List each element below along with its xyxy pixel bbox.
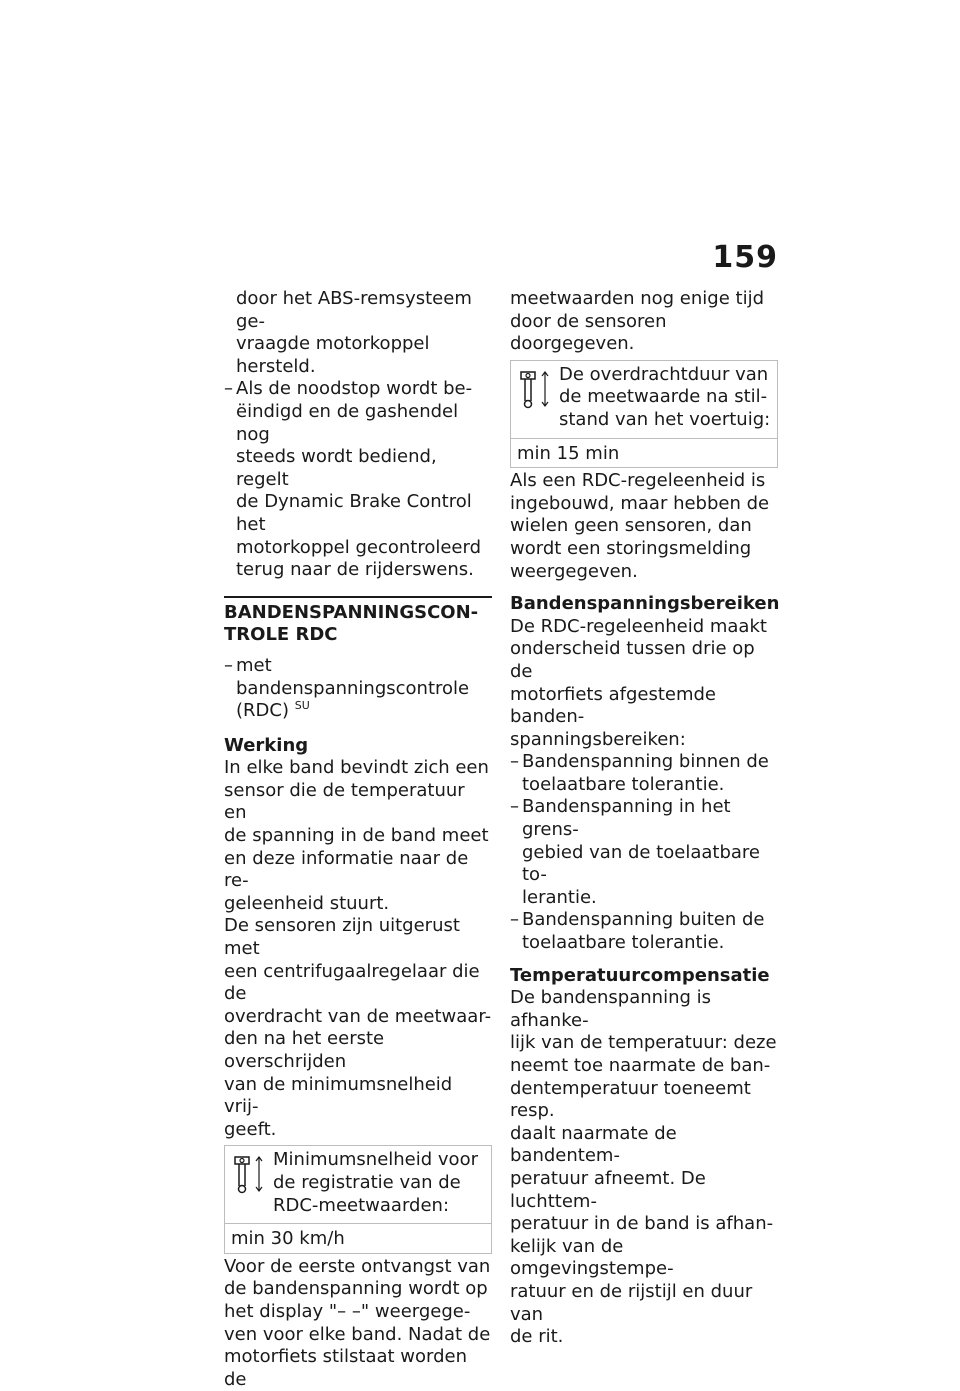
text-line: een centrifugaalregelaar die de: [224, 960, 480, 1005]
text-line: met bandenspanningscontrole: [236, 654, 470, 699]
intro-paragraph: [224, 288, 492, 378]
text-line: In elke band bevindt zich een: [224, 757, 489, 779]
text-line: de spanning in de band meet: [224, 825, 489, 847]
text-line: daalt naarmate de bandentem-: [510, 1122, 677, 1167]
text-line: De overdrachtduur van: [559, 363, 769, 385]
spec-box-min-speed: [224, 1145, 492, 1253]
text-line: de Dynamic Brake Control het: [236, 491, 472, 535]
text-line: de registratie van de: [273, 1171, 461, 1193]
text-line: kelijk van de omgevingstempe-: [510, 1235, 674, 1280]
ranges-intro: [510, 616, 778, 752]
text-line: peratuur in de band is afhan-: [510, 1213, 774, 1235]
text-line: lijk van de temperatuur: deze: [510, 1032, 777, 1054]
text-line: gebied van de toelaatbare to-: [522, 841, 760, 886]
spec-box-transfer-duration: [510, 360, 778, 468]
text-line: de rit.: [510, 1326, 564, 1348]
werking-paragraph-1: [224, 757, 492, 915]
text-line: neemt toe naarmate de ban-: [510, 1055, 771, 1076]
text-line: geeft.: [224, 1118, 277, 1140]
ranges-heading: Bandenspanningsbereiken: [510, 593, 780, 615]
text-line: meetwaarden nog enige tijd: [510, 288, 764, 309]
text-line: Bandenspanning binnen de: [522, 751, 769, 773]
text-line: Bandenspanning buiten de: [522, 909, 765, 931]
list-item: [510, 796, 778, 909]
dash-bullet: –: [510, 909, 519, 931]
section-heading: [224, 596, 492, 647]
text-line: dentemperatuur toeneemt resp.: [510, 1077, 751, 1122]
text-line: door de sensoren doorgegeven.: [510, 310, 667, 355]
temp-heading: Temperatuurcompensatie: [510, 964, 770, 986]
spec-value: min 30 km/h: [225, 1223, 491, 1253]
text-line: door het ABS-remsysteem ge-: [236, 288, 472, 332]
text-line: Bandenspanning in het grens-: [522, 796, 731, 841]
text-line: ven voor elke band. Nadat de: [224, 1323, 491, 1345]
text-line: de bandenspanning wordt op: [224, 1278, 488, 1300]
text-line: wielen geen sensoren, dan: [510, 515, 752, 537]
text-line: stand van het voertuig:: [559, 408, 771, 430]
spec-description: [511, 361, 777, 438]
page-number: 159: [712, 240, 778, 275]
tire-gauge-icon: [517, 368, 553, 410]
dash-bullet: –: [224, 654, 233, 676]
text-line: Als de noodstop wordt be-: [236, 378, 473, 400]
text-line: van de minimumsnelheid vrij-: [224, 1073, 453, 1118]
right-column: [510, 288, 778, 1349]
option-item-rdc: [224, 655, 492, 723]
text-line: Voor de eerste ontvangst van: [224, 1255, 491, 1277]
list-item: [510, 751, 778, 796]
text-line: geleenheid stuurt.: [224, 892, 390, 914]
dash-bullet: –: [224, 378, 233, 400]
text-line: ingebouwd, maar hebben de: [510, 492, 770, 514]
spec-description: [225, 1146, 491, 1223]
tire-gauge-icon: [231, 1153, 267, 1195]
list-item: [510, 909, 778, 954]
text-line: vraagde motorkoppel hersteld.: [236, 333, 430, 377]
text-line: Als een RDC-regeleenheid is: [510, 470, 766, 492]
text-line: Minimumsnelheid voor: [273, 1149, 478, 1171]
after-spec-paragraph: [510, 470, 778, 583]
text-line: ratuur en de rijstijl en duur van: [510, 1280, 753, 1325]
text-line: De sensoren zijn uitgerust met: [224, 915, 460, 960]
text-line: motorfiets stilstaat worden de: [224, 1346, 468, 1390]
text-line: toelaatbare tolerantie.: [522, 932, 725, 954]
temp-paragraph: [510, 987, 778, 1349]
text-line: toelaatbare tolerantie.: [522, 773, 725, 795]
text-line: terug naar de rijderswens.: [236, 559, 474, 581]
text-line: RDC-meetwaarden:: [273, 1194, 450, 1216]
text-line: ëindigd en de gashendel nog: [236, 400, 459, 445]
text-line: steeds wordt bediend, regelt: [236, 446, 437, 490]
text-line: de meetwaarde na stil-: [559, 386, 768, 408]
text-line: wordt een storingsmelding: [510, 537, 752, 559]
text-line: motorkoppel gecontroleerd: [236, 536, 482, 558]
dash-bullet: –: [510, 751, 519, 773]
werking-paragraph-2: [224, 915, 492, 1141]
text-line: het display "– –" weergege-: [224, 1300, 471, 1322]
text-line: en deze informatie naar de re-: [224, 847, 469, 892]
text-line: De bandenspanning is afhanke-: [510, 987, 712, 1031]
text-line: [236, 700, 492, 723]
text-line: peratuur afneemt. De luchttem-: [510, 1167, 706, 1212]
text-line: De RDC-regeleenheid maakt: [510, 615, 767, 637]
heading-line: TROLE RDC: [224, 624, 338, 646]
dash-bullet: –: [510, 796, 519, 818]
left-column: [224, 288, 492, 1391]
text-line: overdracht van de meetwaar-: [224, 1005, 492, 1027]
after-spec-paragraph: [224, 1256, 492, 1391]
heading-line: BANDENSPANNINGSCON-: [224, 601, 479, 623]
text-line: lerantie.: [522, 886, 597, 908]
option-code-superscript: SU: [294, 699, 310, 713]
continuation-paragraph: [510, 288, 778, 356]
text-line: spanningsbereiken:: [510, 728, 686, 750]
option-text: (RDC): [236, 700, 289, 722]
text-line: sensor die de temperatuur en: [224, 779, 465, 824]
spec-value: min 15 min: [511, 438, 777, 468]
werking-heading: Werking: [224, 734, 309, 756]
text-line: onderscheid tussen drie op de: [510, 638, 755, 682]
text-line: motorfiets afgestemde banden-: [510, 683, 716, 728]
text-line: den na het eerste overschrijden: [224, 1028, 385, 1072]
text-line: weergegeven.: [510, 560, 638, 582]
list-item-noodstop: [224, 378, 492, 581]
